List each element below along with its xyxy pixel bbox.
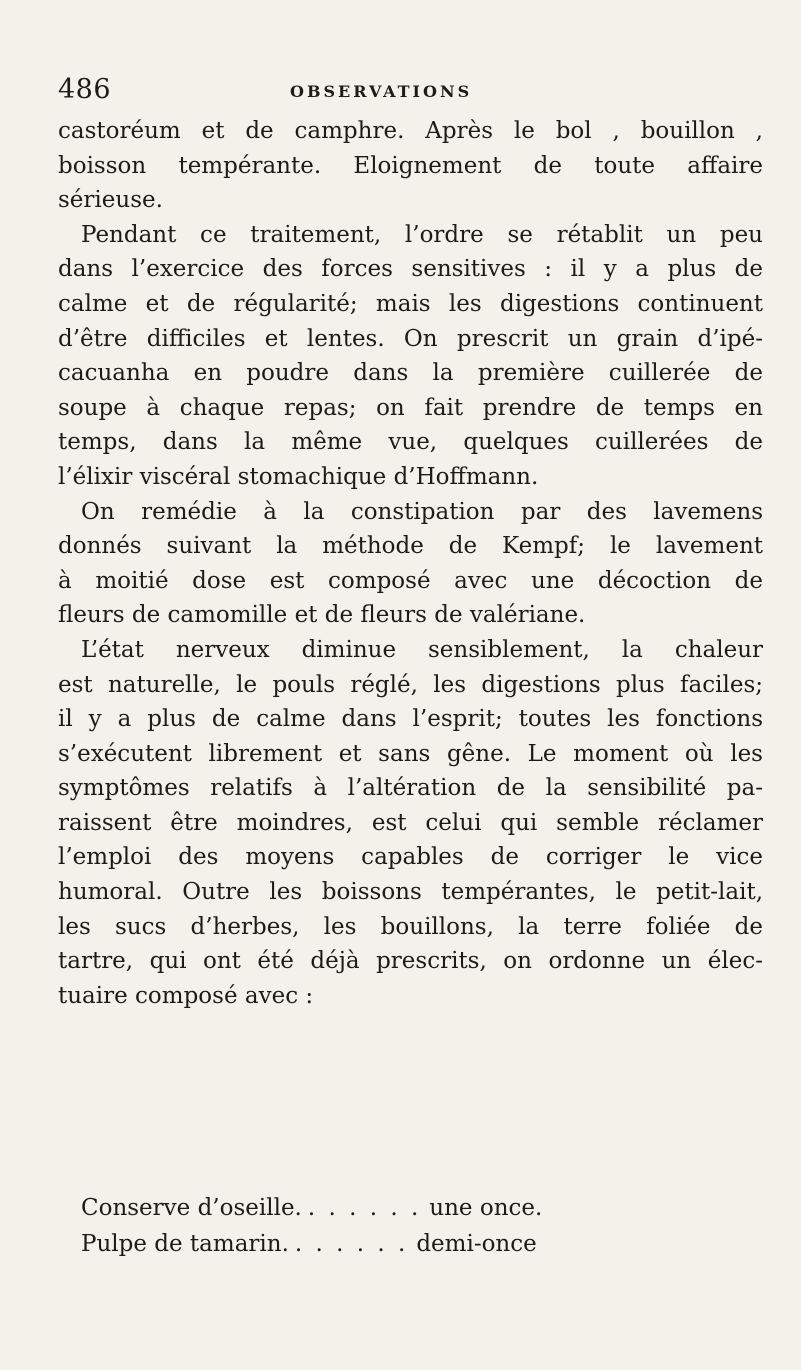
text-line: temps, dans la même vue, quelques cuillerées de — [58, 429, 763, 456]
recipe-item — [81, 1190, 701, 1226]
text-line: s’exécutent librement et sans gêne. Le moment où les — [58, 740, 763, 767]
text-line: tartre, qui ont été déjà prescrits, on ordonne un élec- — [58, 948, 763, 975]
recipe-item — [81, 1226, 701, 1262]
text-line: raissent être moindres, est celui qui semble réclamer — [58, 809, 763, 836]
text-line: On remédie à la constipation par des lavemens — [81, 498, 763, 525]
text-line: il y a plus de calme dans l’esprit; toutes les fonctions — [58, 706, 763, 733]
page-number: 486 — [58, 74, 112, 105]
recipe-ingredient: Conserve d’oseille. — [81, 1195, 302, 1221]
text-line: humoral. Outre les boissons tempérantes, le petit-lait, — [58, 879, 763, 906]
text-line: soupe à chaque repas; on fait prendre de temps en — [58, 394, 763, 421]
body-text — [58, 114, 763, 1013]
text-line: tuaire composé avec : — [58, 982, 314, 1009]
recipe-quantity: une once. — [429, 1195, 543, 1221]
text-line: fleurs de camomille et de fleurs de valériane. — [58, 602, 586, 629]
text-line: est naturelle, le pouls réglé, les digestions plus faciles; — [58, 671, 763, 698]
text-line: d’être difficiles et lentes. On prescrit un grain d’ipé- — [58, 325, 763, 352]
text-line: Pendant ce traitement, l’ordre se rétablit un peu — [81, 221, 763, 248]
text-line: L’état nerveux diminue sensiblement, la chaleur — [81, 636, 763, 663]
recipe-ingredient: Pulpe de tamarin. — [81, 1231, 289, 1257]
text-line: boisson tempérante. Eloignement de toute affaire — [58, 152, 763, 179]
recipe-leader-dots: . . . . . . — [307, 1195, 422, 1221]
text-line: symptômes relatifs à l’altération de la sensibilité pa- — [58, 775, 763, 802]
recipe-leader-dots: . . . . . . — [294, 1231, 409, 1257]
text-line: l’emploi des moyens capables de corriger le vice — [58, 844, 763, 871]
text-line: castoréum et de camphre. Après le bol , bouillon , — [58, 118, 763, 144]
text-line: les sucs d’herbes, les bouillons, la terre foliée de — [58, 913, 763, 940]
text-line: l’élixir viscéral stomachique d’Hoffmann. — [58, 463, 539, 490]
text-line: sérieuse. — [58, 187, 163, 214]
text-line: calme et de régularité; mais les digestions continuent — [58, 290, 763, 317]
recipe-quantity: demi-once — [416, 1231, 537, 1257]
text-line: à moitié dose est composé avec une décoction de — [58, 567, 763, 594]
text-line: donnés suivant la méthode de Kempf; le lavement — [58, 533, 763, 560]
page-header — [58, 74, 758, 114]
text-line: cacuanha en poudre dans la première cuillerée de — [58, 360, 763, 387]
running-head: OBSERVATIONS — [290, 82, 473, 101]
text-line: dans l’exercice des forces sensitives : il y a plus de — [58, 256, 763, 283]
recipe-list — [81, 1190, 701, 1262]
